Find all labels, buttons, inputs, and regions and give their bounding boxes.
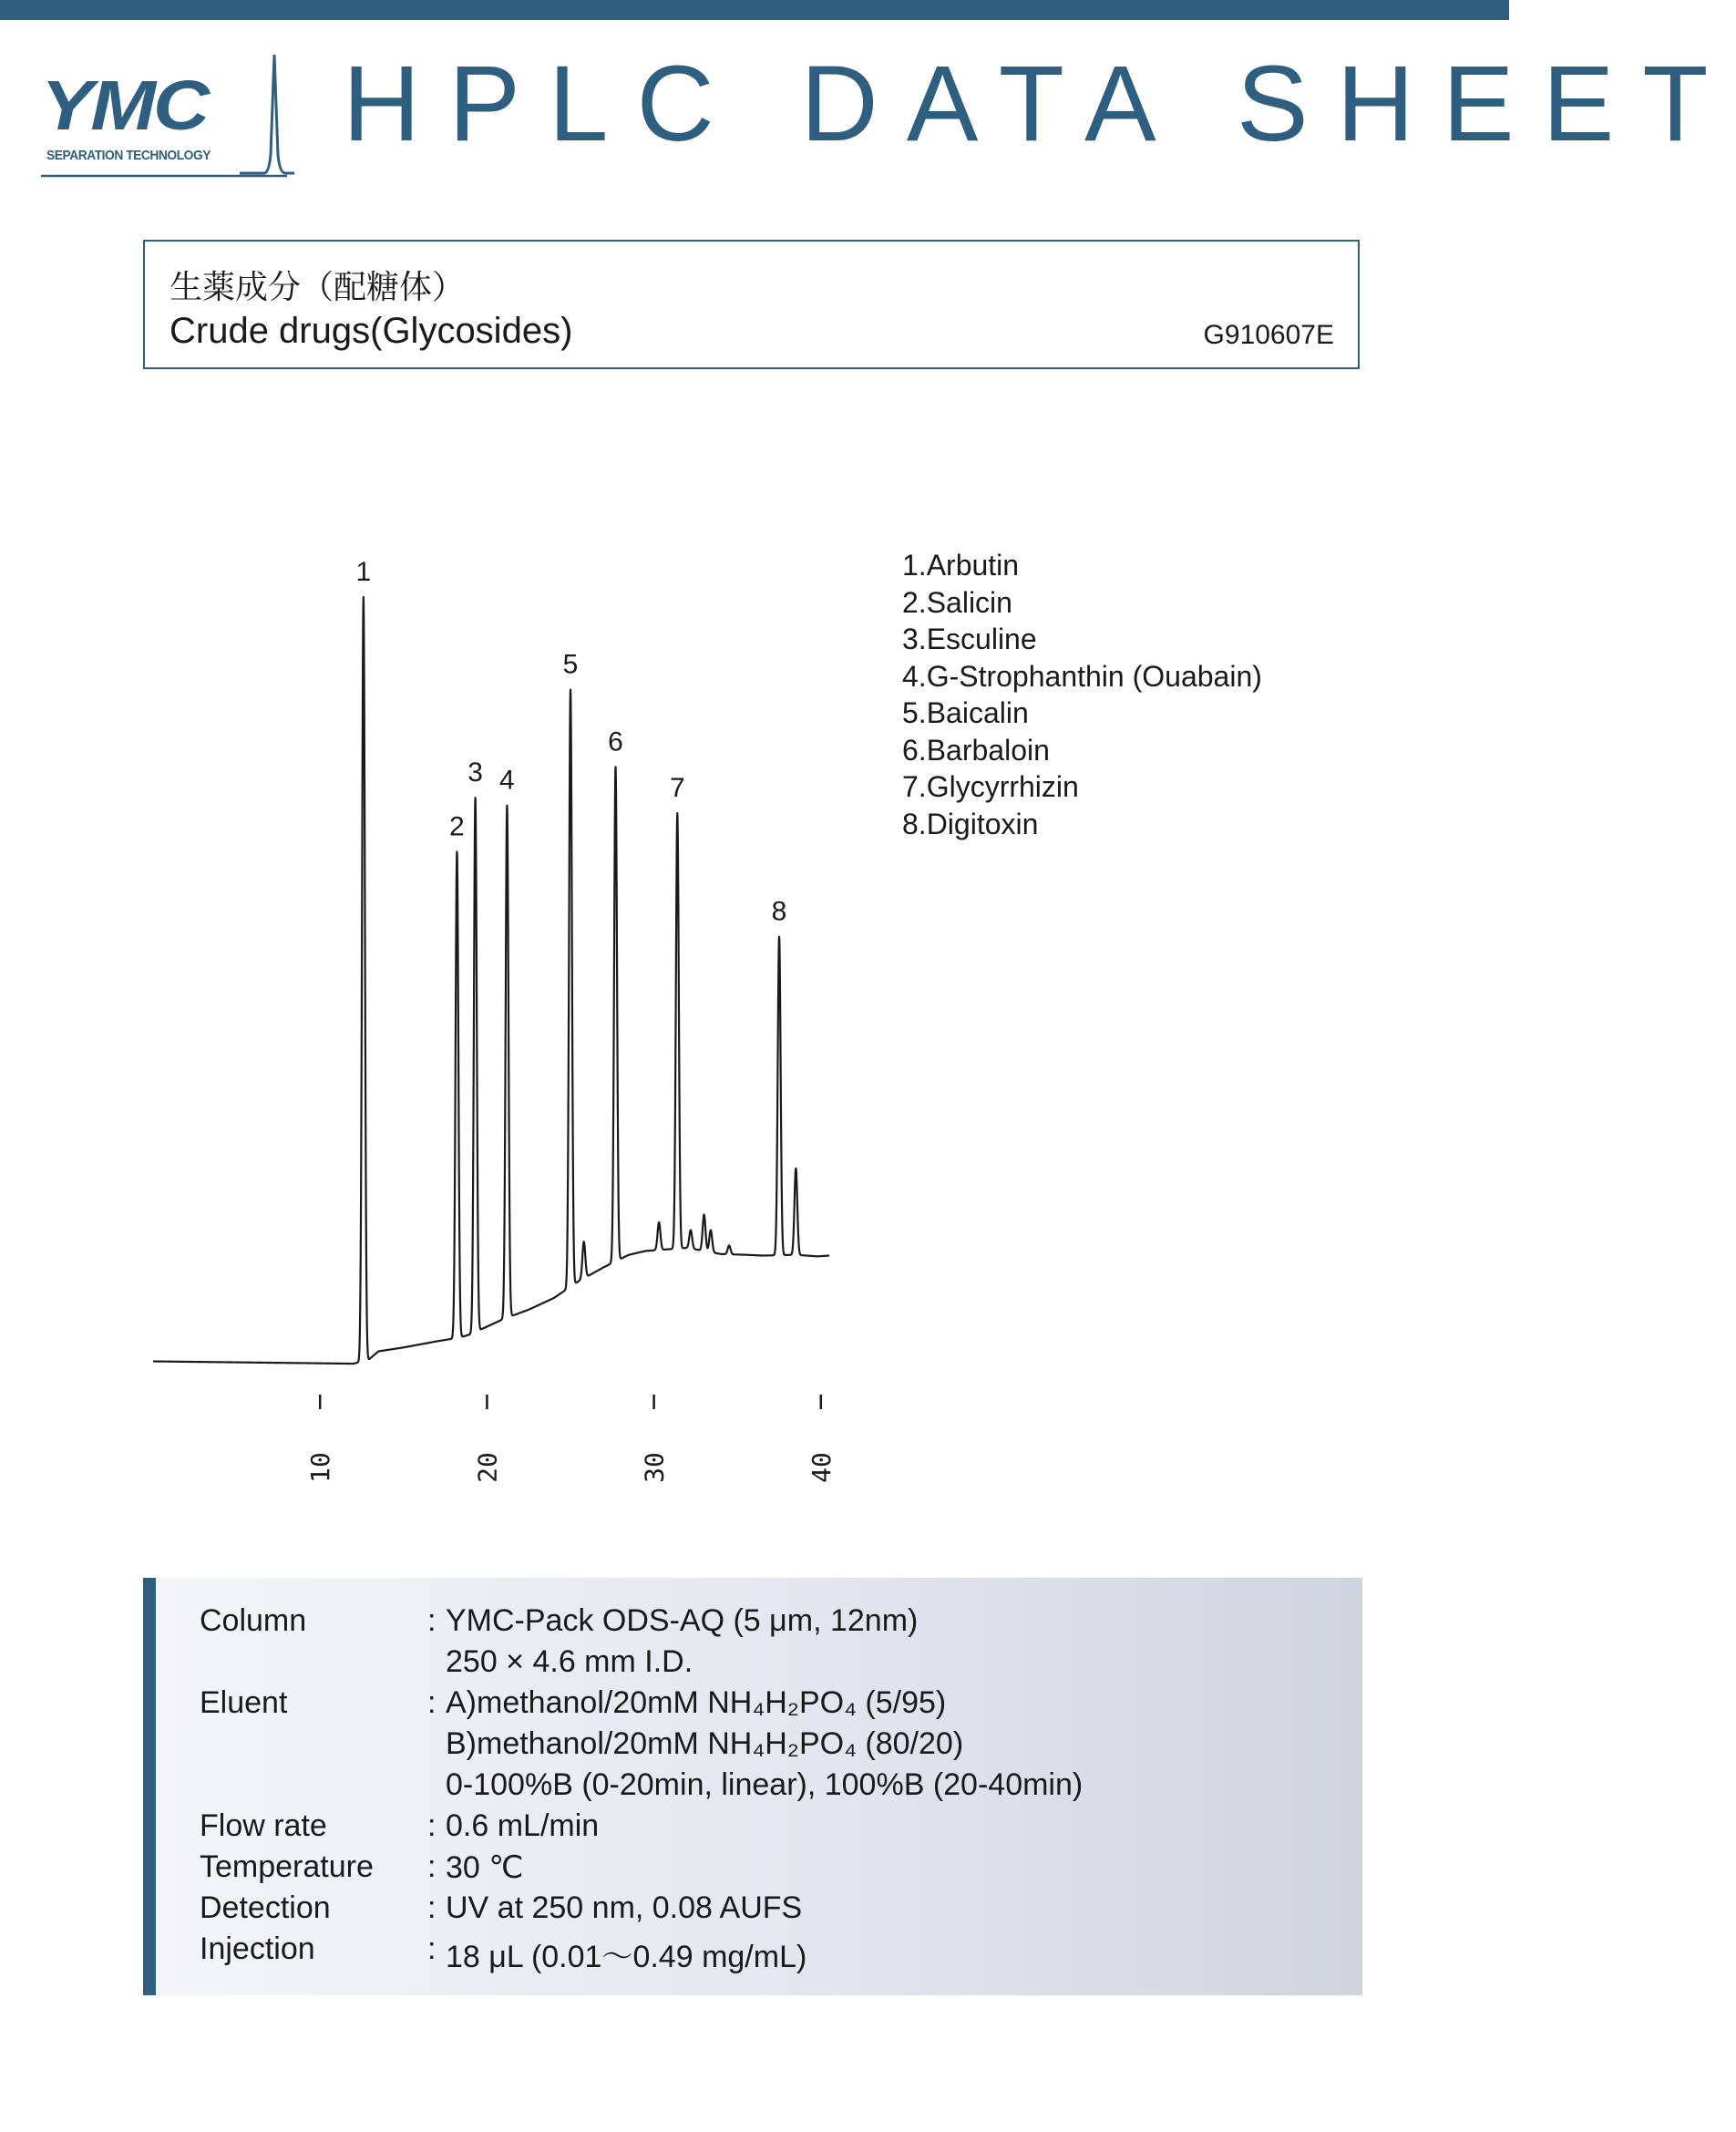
condition-label: Injection — [200, 1931, 315, 1966]
peak-label: 6 — [608, 726, 623, 757]
condition-value: 30 ℃ — [446, 1850, 524, 1885]
document-code: G910607E — [1203, 320, 1334, 350]
peak-label: 4 — [499, 765, 515, 796]
x-tick-label: 40 — [806, 1452, 837, 1483]
condition-label: Temperature — [200, 1849, 374, 1884]
title-japanese: 生薬成分（配糖体） — [169, 269, 466, 306]
condition-label: Flow rate — [200, 1808, 327, 1843]
logo-tagline: SEPARATION TECHNOLOGY — [46, 148, 211, 163]
condition-value: 0.6 mL/min — [446, 1808, 600, 1843]
legend-item: 6.Barbaloin — [902, 733, 1050, 767]
legend-item: 1.Arbutin — [902, 549, 1020, 582]
legend-item: 7.Glycyrrhizin — [902, 770, 1079, 803]
x-tick-label: 30 — [639, 1452, 670, 1483]
chromatogram — [137, 529, 857, 1495]
condition-label: Column — [200, 1603, 307, 1638]
peak-label: 3 — [467, 757, 483, 788]
conditions-panel: Column : YMC-Pack ODS-AQ (5 μm, 12nm) 250 × 4.6 mm I.D. Eluent : A)methanol/20mM NH₄H₂PO₄ (5/95) B)methanol/20mM NH₄H₂PO₄ (80/20) 0-100%B (0-20min, linear), 100%B (20-40min) Flow rate : 0.6 mL/min Temperature : 30 ℃ Detection : UV at 250 nm, 0.08 AUFS Injection : 18 μL (0.01～0.49 mg/mL) — [143, 1578, 1362, 1995]
peak-label: 1 — [355, 557, 372, 587]
logo-brand: YMC — [41, 66, 208, 146]
legend-item: 2.Salicin — [902, 585, 1012, 619]
condition-value: 0-100%B (0-20min, linear), 100%B (20-40min) — [446, 1767, 1084, 1802]
condition-value: UV at 250 nm, 0.08 AUFS — [446, 1890, 803, 1925]
top-accent-bar — [0, 0, 1509, 20]
peak-legend — [902, 547, 1262, 842]
legend-item: 5.Baicalin — [902, 696, 1029, 729]
signal-trace — [153, 597, 829, 1364]
condition-value: 250 × 4.6 mm I.D. — [446, 1644, 693, 1679]
legend-item: 3.Esculine — [902, 623, 1037, 655]
x-tick-label: 10 — [305, 1452, 336, 1483]
title-box — [143, 240, 1360, 369]
peak-label: 7 — [669, 773, 685, 804]
condition-label: Eluent — [200, 1685, 288, 1720]
x-tick-label: 20 — [472, 1452, 503, 1483]
ymc-logo — [41, 46, 296, 182]
peak-label: 5 — [562, 649, 579, 680]
sheet-title: HPLC DATA SHEET — [343, 44, 1736, 164]
condition-value: 18 μL (0.01～0.49 mg/mL) — [446, 1940, 807, 1974]
condition-value: A)methanol/20mM NH₄H₂PO₄ (5/95) — [446, 1685, 947, 1720]
legend-item: 8.Digitoxin — [902, 807, 1039, 840]
peak-label: 2 — [449, 811, 465, 842]
condition-label: Detection — [200, 1890, 331, 1925]
condition-value: YMC-Pack ODS-AQ (5 μm, 12nm) — [446, 1603, 919, 1638]
peak-label: 8 — [771, 896, 787, 927]
title-english: Crude drugs(Glycosides) — [169, 311, 573, 351]
condition-value: B)methanol/20mM NH₄H₂PO₄ (80/20) — [446, 1726, 964, 1761]
legend-item: 4.G-Strophanthin (Ouabain) — [902, 659, 1262, 693]
